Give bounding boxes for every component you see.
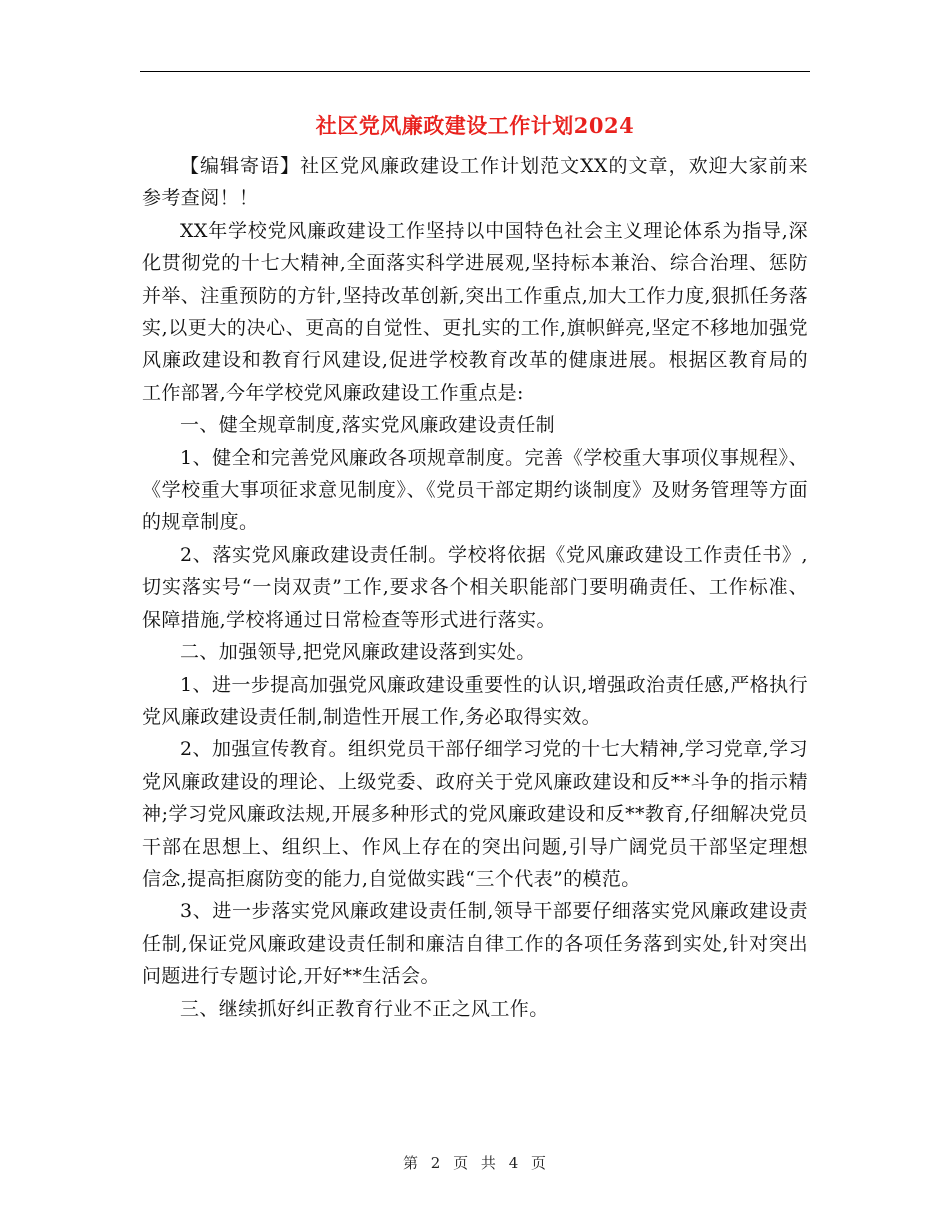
document-body (142, 150, 808, 1025)
editor-note-paragraph: 【编辑寄语】社区党风廉政建设工作计划范文XX的文章，欢迎大家前来参考查阅！！ (142, 155, 808, 210)
section-1-item-2: 2、落实党风廉政建设责任制。学校将依据《党风廉政建设工作责任书》,切实落实号“一岗双责”工作,要求各个相关职能部门要明确责任、工作标准、保障措施,学校将通过日常检查等形式进行落实。 (142, 543, 808, 631)
section-heading-1: 一、健全规章制度,落实党风廉政建设责任制 (180, 414, 556, 437)
section-1-item-1: 1、健全和完善党风廉政各项规章制度。完善《学校重大事项仪事规程》、《学校重大事项征求意见制度》、《党员干部定期约谈制度》及财务管理等方面的规章制度。 (142, 446, 808, 534)
footer-di: 第 (402, 1154, 419, 1172)
section-heading-2: 二、加强领导,把党风廉政建设落到实处。 (180, 641, 536, 664)
page-footer (0, 1152, 950, 1173)
current-page-number: 2 (430, 1154, 442, 1172)
section-heading-3: 三、继续抓好纠正教育行业不正之风工作。 (180, 997, 549, 1020)
footer-ye: 页 (453, 1154, 470, 1172)
section-2-item-3: 3、进一步落实党风廉政建设责任制,领导干部要仔细落实党风廉政建设责任制,保证党风廉政建设责任制和廉洁自律工作的各项任务落到实处,针对突出问题进行专题讨论,开好**生活会。 (142, 900, 808, 988)
section-2-item-1: 1、进一步提高加强党风廉政建设重要性的认识,增强政治责任感,严格执行党风廉政建设责任制,制造性开展工作,务必取得实效。 (142, 673, 808, 728)
total-page-count: 4 (508, 1154, 520, 1172)
footer-ye-2: 页 (531, 1154, 548, 1172)
section-2-item-2: 2、加强宣传教育。组织党员干部仔细学习党的十七大精神,学习党章,学习党风廉政建设的理论、上级党委、政府关于党风廉政建设和反**斗争的指示精神;学习党风廉政法规,开展多种形式的党风廉政建设和反**教育,仔细解决党员干部在思想上、组织上、作风上存在的突出问题,引导广阔党员干部坚定理想信念,提高拒腐防变的能力,自觉做实践“三个代表”的模范。 (142, 738, 808, 890)
intro-paragraph: XX年学校党风廉政建设工作坚持以中国特色社会主义理论体系为指导,深化贯彻党的十七大精神,全面落实科学进展观,坚持标本兼治、综合治理、惩防并举、注重预防的方针,坚持改革创新,突出工作重点,加大工作力度,狠抓任务落实,以更大的决心、更高的自觉性、更扎实的工作,旗帜鲜亮,坚定不移地加强党风廉政建设和教育行风建设,促进学校教育改革的健康进展。根据区教育局的工作部署,今年学校党风廉政建设工作重点是: (142, 219, 808, 404)
footer-gong: 共 (480, 1154, 497, 1172)
document-title: 社区党风廉政建设工作计划2024 (315, 113, 635, 138)
header-rule (140, 71, 810, 72)
